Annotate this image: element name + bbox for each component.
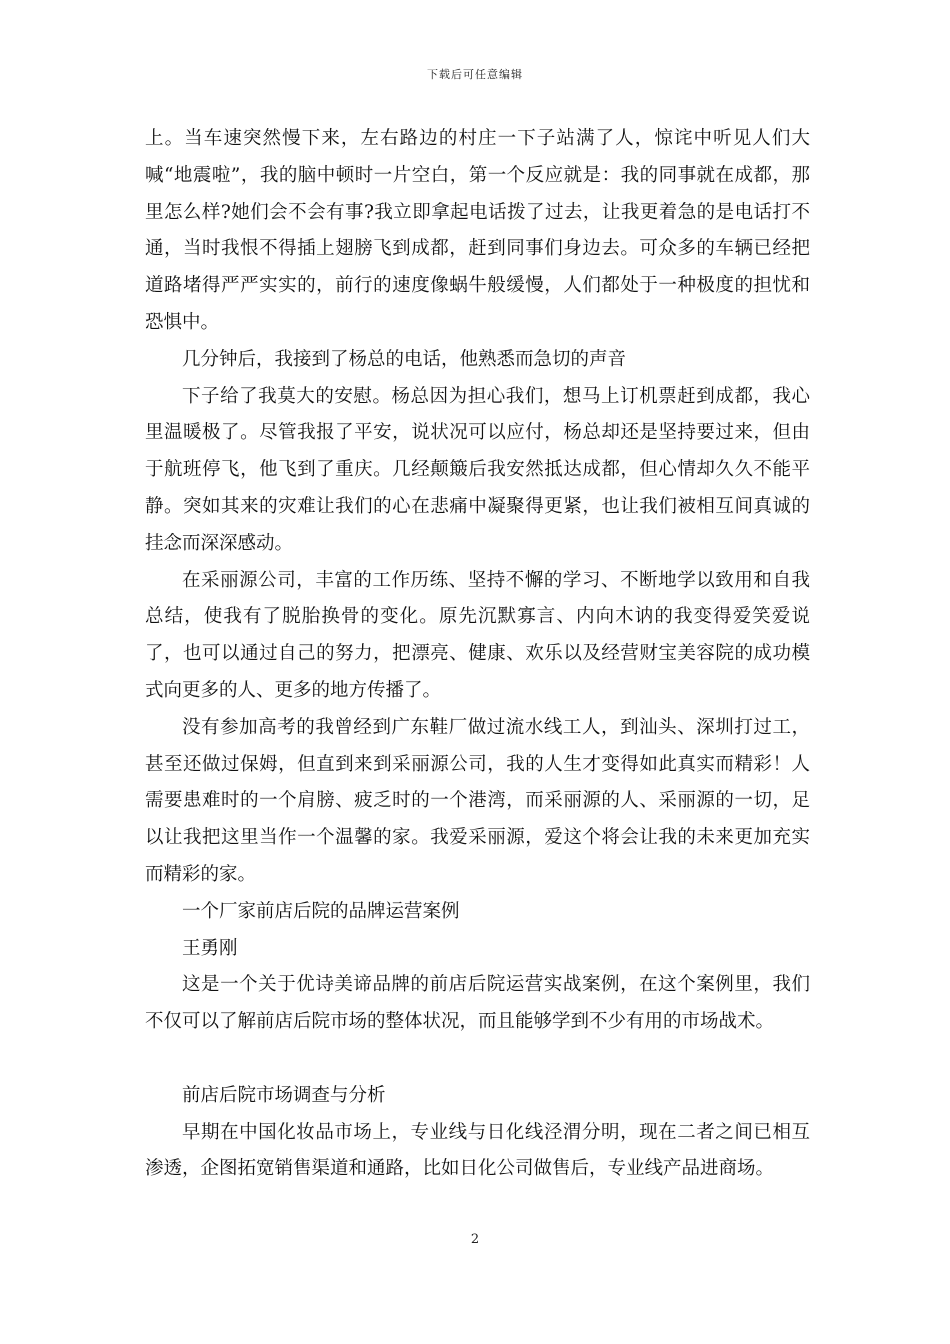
paragraph: 在采丽源公司，丰富的工作历练、坚持不懈的学习、不断地学以致用和自我总结，使我有了脱胎换骨的变化。原先沉默寡言、内向木讷的我变得爱笑爱说了，也可以通过自己的努力，把漂亮、健康、欢乐以及经营财宝美容院的成功模式向更多的人、更多的地方传播了。	[145, 569, 810, 701]
paragraph: 下子给了我莫大的安慰。杨总因为担心我们，想马上订机票赶到成都，我心里温暖极了。尽管我报了平安，说状况可以应付，杨总却还是坚持要过来，但由于航班停飞，他飞到了重庆。几经颠簸后我安然抵达成都，但心情却久久不能平静。突如其来的灾难让我们的心在悲痛中凝聚得更紧，也让我们被相互间真诚的挂念而深深感动。	[145, 385, 810, 554]
paragraph: 这是一个关于优诗美谛品牌的前店后院运营实战案例，在这个案例里，我们不仅可以了解前店后院市场的整体状况，而且能够学到不少有用的市场战术。	[145, 974, 810, 1033]
document-body	[145, 121, 810, 1188]
paragraph: 几分钟后，我接到了杨总的电话，他熟悉而急切的声音	[182, 348, 627, 370]
paragraph: 早期在中国化妆品市场上，专业线与日化线泾渭分明，现在二者之间已相互渗透，企图拓宽销售渠道和通路，比如日化公司做售后，专业线产品进商场。	[145, 1121, 810, 1180]
section-heading: 前店后院市场调查与分析	[182, 1084, 386, 1106]
section-heading: 一个厂家前店后院的品牌运营案例	[182, 900, 460, 922]
paragraph: 上。当车速突然慢下来，左右路边的村庄一下子站满了人，惊诧中听见人们大喊“地震啦”，我的脑中顿时一片空白，第一个反应就是：我的同事就在成都，那里怎么样?她们会不会有事?我立即拿起电话拨了过去，让我更着急的是电话打不通，当时我恨不得插上翅膀飞到成都，赶到同事们身边去。可众多的车辆已经把道路堵得严严实实的，前行的速度像蜗牛般缓慢，人们都处于一种极度的担忧和恐惧中。	[145, 128, 810, 333]
page-header: 下载后可任意编辑	[427, 68, 523, 81]
page-number: 2	[470, 1232, 480, 1247]
author-name: 王勇刚	[182, 937, 238, 959]
paragraph: 没有参加高考的我曾经到广东鞋厂做过流水线工人，到汕头、深圳打过工，甚至还做过保姆，但直到来到采丽源公司，我的人生才变得如此真实而精彩！人需要患难时的一个肩膀、疲乏时的一个港湾，而采丽源的人、采丽源的一切，足以让我把这里当作一个温馨的家。我爱采丽源，爱这个将会让我的未来更加充实而精彩的家。	[145, 716, 810, 885]
